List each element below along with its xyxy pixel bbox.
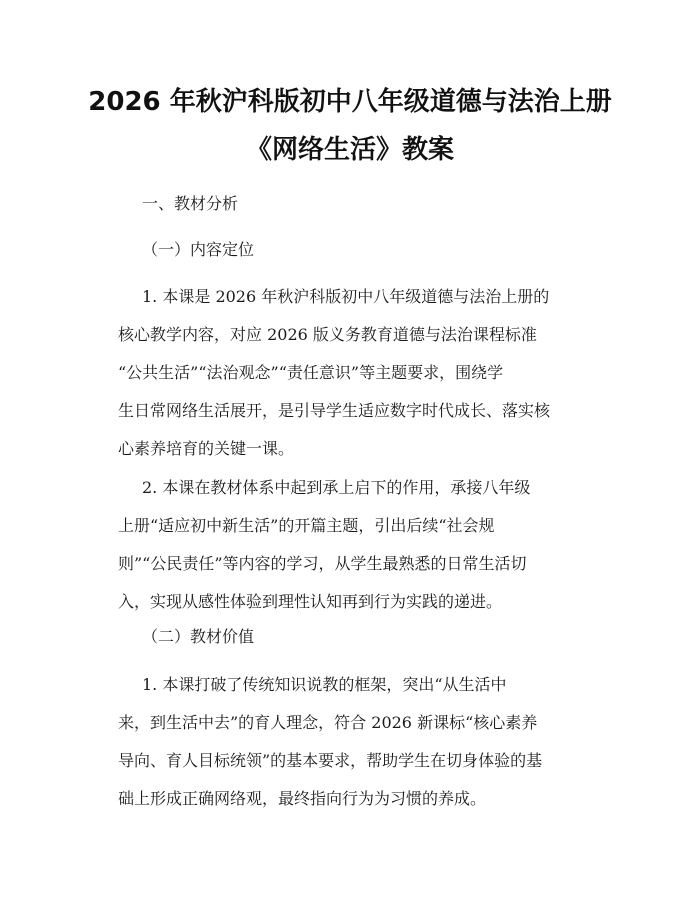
paragraph-line: 2. 本课在教材体系中起到承上启下的作用，承接八年级 xyxy=(142,478,531,497)
paragraph-line: 则”“公民责任”等内容的学习，从学生最熟悉的日常生活切 xyxy=(118,554,527,573)
subsection-heading-content-positioning: （一）内容定位 xyxy=(142,240,255,259)
paragraph-line: 来，到生活中去”的育人理念，符合 2026 新课标“核心素养 xyxy=(118,713,538,732)
paragraph-line: 上册“适应初中新生活”的开篇主题，引出后续“社会规 xyxy=(118,516,495,535)
paragraph-3 xyxy=(118,675,598,809)
paragraph-1 xyxy=(118,287,598,459)
document-title-line-1: 2026 年秋沪科版初中八年级道德与法治上册 xyxy=(88,87,612,117)
subsection-heading-textbook-value: （二）教材价值 xyxy=(142,627,255,646)
document-title-line-2: 《网络生活》教案 xyxy=(245,135,454,165)
paragraph-line: 1. 本课是 2026 年秋沪科版初中八年级道德与法治上册的 xyxy=(142,287,550,306)
paragraph-2 xyxy=(118,478,598,612)
section-heading-textbook-analysis: 一、教材分析 xyxy=(142,194,239,213)
paragraph-line: 生日常网络生活展开，是引导学生适应数字时代成长、落实核 xyxy=(118,401,551,420)
paragraph-line: “公共生活”“法治观念”“责任意识”等主题要求，围绕学 xyxy=(118,363,504,382)
paragraph-line: 核心教学内容，对应 2026 版义务教育道德与法治课程标准 xyxy=(118,325,537,344)
paragraph-line: 导向、育人目标统领”的基本要求，帮助学生在切身体验的基 xyxy=(118,751,543,770)
paragraph-line: 心素养培育的关键一课。 xyxy=(118,439,295,458)
paragraph-line: 础上形成正确网络观，最终指向行为为习惯的养成。 xyxy=(118,789,487,808)
paragraph-line: 入，实现从感性体验到理性认知再到行为实践的递进。 xyxy=(118,592,503,611)
paragraph-line: 1. 本课打破了传统知识说教的框架，突出“从生活中 xyxy=(142,675,507,694)
